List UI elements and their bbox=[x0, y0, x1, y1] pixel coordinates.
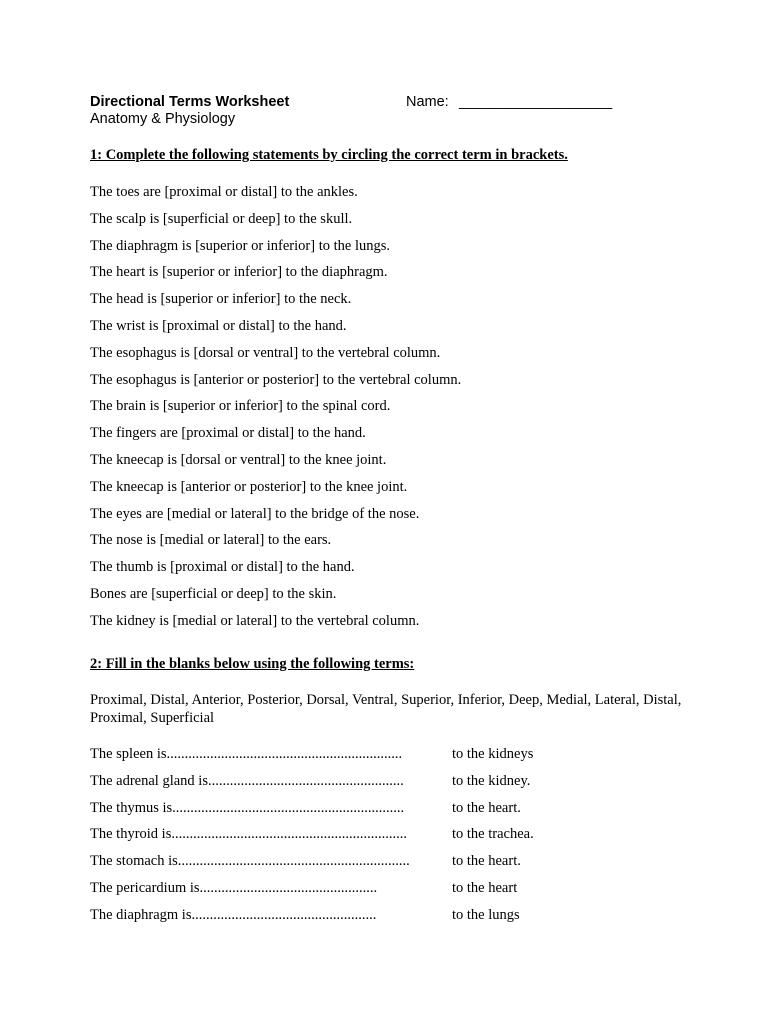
statement: The kneecap is [anterior or posterior] to the knee joint. bbox=[90, 478, 408, 495]
statement: The esophagus is [anterior or posterior] to the vertebral column. bbox=[90, 371, 462, 388]
statement: The brain is [superior or inferior] to the spinal cord. bbox=[90, 398, 391, 415]
section2-heading: 2: Fill in the blanks below using the following terms: bbox=[90, 656, 415, 672]
fill-in-question: The diaphragm is................................................... bbox=[90, 906, 377, 923]
fill-in-answer-suffix: to the kidney. bbox=[452, 772, 531, 789]
term-list: Proximal, Distal, Anterior, Posterior, Dorsal, Ventral, Superior, Inferior, Deep, Medial, Lateral, Distal, Proximal, Superficial bbox=[90, 692, 682, 726]
fill-in-row bbox=[90, 879, 730, 906]
worksheet-title: Directional Terms Worksheet bbox=[90, 94, 290, 110]
section1-statements bbox=[90, 183, 730, 639]
fill-in-question: The pericardium is................................................. bbox=[90, 879, 378, 896]
name-blank-line: ___________________ bbox=[459, 94, 613, 110]
fill-in-answer-suffix: to the heart. bbox=[452, 799, 521, 816]
fill-in-question: The spleen is................................................................. bbox=[90, 746, 403, 762]
fill-in-answer-suffix: to the trachea. bbox=[452, 826, 534, 843]
fill-in-question: The thyroid is................................................................. bbox=[90, 826, 407, 843]
fill-in-answer-suffix: to the heart bbox=[452, 879, 518, 896]
statement: The scalp is [superficial or deep] to the skull. bbox=[90, 210, 353, 227]
fill-in-row bbox=[90, 772, 730, 799]
statement: The esophagus is [dorsal or ventral] to the vertebral column. bbox=[90, 344, 441, 361]
section2-items bbox=[90, 745, 730, 933]
statement: The toes are [proximal or distal] to the ankles. bbox=[90, 184, 358, 200]
fill-in-question: The thymus is................................................................ bbox=[90, 799, 405, 816]
statement: The kidney is [medial or lateral] to the vertebral column. bbox=[90, 612, 420, 629]
fill-in-row bbox=[90, 825, 730, 852]
statement: The fingers are [proximal or distal] to the hand. bbox=[90, 425, 366, 442]
fill-in-question: The stomach is................................................................ bbox=[90, 853, 410, 870]
statement: The diaphragm is [superior or inferior] to the lungs. bbox=[90, 237, 390, 254]
fill-in-answer-suffix: to the heart. bbox=[452, 853, 521, 870]
statement: The kneecap is [dorsal or ventral] to the knee joint. bbox=[90, 451, 387, 468]
section1-heading: 1: Complete the following statements by circling the correct term in brackets. bbox=[90, 147, 568, 163]
fill-in-row bbox=[90, 799, 730, 826]
fill-in-answer-suffix: to the lungs bbox=[452, 906, 520, 923]
statement: The thumb is [proximal or distal] to the hand. bbox=[90, 559, 355, 576]
statement: The wrist is [proximal or distal] to the hand. bbox=[90, 317, 347, 334]
statement: The head is [superior or inferior] to the neck. bbox=[90, 291, 352, 308]
fill-in-question: The adrenal gland is...................................................... bbox=[90, 772, 404, 789]
statement: The heart is [superior or inferior] to the diaphragm. bbox=[90, 264, 388, 281]
fill-in-row bbox=[90, 852, 730, 879]
statement: Bones are [superficial or deep] to the skin. bbox=[90, 585, 337, 602]
statement: The eyes are [medial or lateral] to the bridge of the nose. bbox=[90, 505, 420, 522]
fill-in-row bbox=[90, 745, 730, 772]
fill-in-row bbox=[90, 906, 730, 933]
name-label: Name: bbox=[406, 94, 449, 110]
statement: The nose is [medial or lateral] to the ears. bbox=[90, 532, 332, 549]
worksheet-subtitle: Anatomy & Physiology bbox=[90, 111, 236, 127]
fill-in-answer-suffix: to the kidneys bbox=[452, 746, 534, 762]
